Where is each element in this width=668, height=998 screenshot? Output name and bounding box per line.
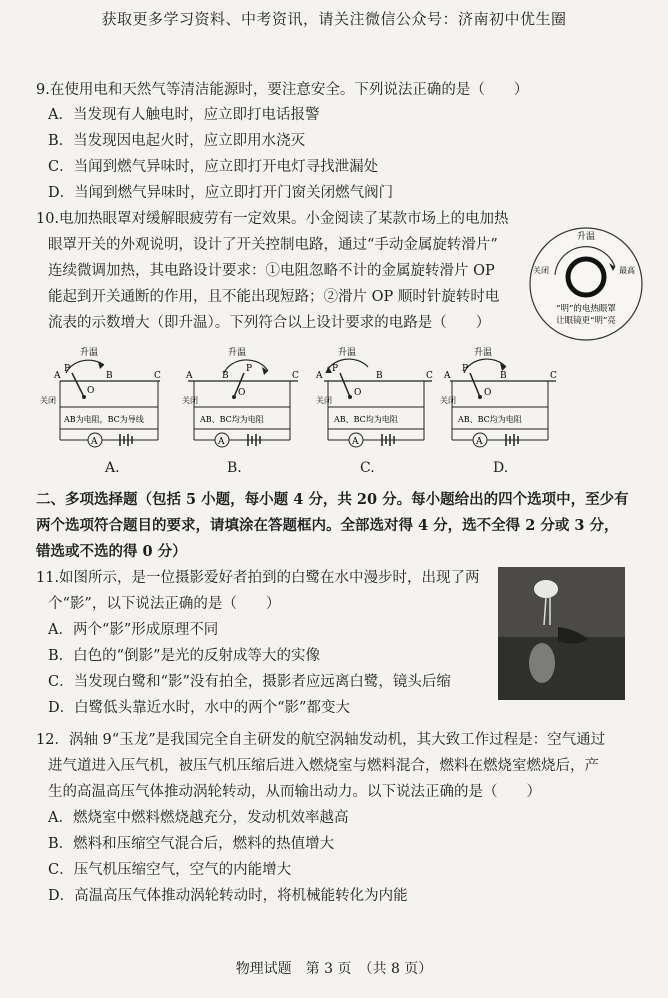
q11-option-b: B．白色的“倒影”是光的反射成等大的实像 [48,648,320,664]
q12-stem-2: 进气道进入压气机，被压气机压缩后进入燃烧室与燃料混合，燃料在燃烧室燃烧后，产 [48,758,599,774]
svg-text:O: O [87,386,95,396]
svg-text:A: A [316,371,323,381]
svg-text:P: P [246,364,253,374]
svg-text:B: B [222,371,229,381]
svg-text:A: A [54,371,61,381]
svg-text:B: B [500,371,507,381]
svg-text:升温: 升温 [228,348,247,358]
q9-option-a: A．当发现有人触电时，应立即打电话报警 [48,107,320,123]
page-footer: 物理试题 第 3 页 （共 8 页） [235,961,433,977]
svg-text:AB、BC均为电阻: AB、BC均为电阻 [458,415,522,424]
egret-photo [498,567,625,700]
knob-left-label: 关闭 [533,266,549,275]
section2-line-1: 二、多项选择题（包括 5 小题，每小题 4 分，共 20 分。每小题给出的四个选项中，至少有 [36,491,629,508]
q11-stem-2: 个“影”，以下说法正确的是（ ） [48,596,281,612]
q12-stem-1: 12．涡轴 9“玉龙”是我国完全自主研发的航空涡轴发动机，其大致工作过程是：空气通过 [36,732,606,748]
knob-caption-1: “明”的电热眼罩 [556,304,616,314]
svg-text:A: A [186,371,193,381]
svg-text:B: B [376,371,383,381]
q11-option-a: A．两个“影”形成原理不同 [48,622,219,638]
q11-option-d: D．白鹭低头靠近水时，水中的两个“影”都变大 [48,700,350,716]
q12-option-a: A．燃烧室中燃料燃烧越充分，发动机效率越高 [48,810,349,826]
egret-reflection [529,643,555,683]
svg-text:C: C [292,371,299,381]
q12-option-b: B．燃料和压缩空气混合后，燃料的热值增大 [48,836,335,852]
circuit-c [316,345,434,455]
svg-text:升温: 升温 [474,348,493,358]
q9-option-b: B．当发现因电起火时，应立即用水浇灭 [48,133,306,149]
circuit-b-label: B. [227,460,242,476]
svg-text:关闭: 关闭 [316,396,332,405]
svg-text:C: C [426,371,433,381]
q11-stem-1: 11.如图所示，是一位摄影爱好者拍到的白鹭在水中漫步时，出现了两 [36,570,480,586]
q10-line-5: 流表的示数增大（即升温）。下列符合以上设计要求的电路是（ ） [48,315,491,331]
svg-text:C: C [154,371,161,381]
q9-option-d: D．当闻到燃气异味时，应立即打开门窗关闭燃气阀门 [48,185,394,201]
q9-stem: 9.在使用电和天然气等清洁能源时，要注意安全。下列说法正确的是（ ） [36,82,529,98]
svg-text:关闭: 关闭 [40,396,56,405]
svg-text:A: A [352,437,359,447]
section2-line-3: 错选或不选的得 0 分） [36,543,187,560]
svg-text:O: O [354,388,362,398]
circuit-a-label: A. [105,460,120,476]
egret-body [534,580,558,598]
section2-line-2: 两个选项符合题目的要求，请填涂在答题框内。全部选对得 4 分，选不全得 2 分或 3 分， [36,517,619,534]
circuit-b [182,345,300,455]
circuit-a [40,345,161,455]
q12-option-d: D．高温高压气体推动涡轮转动时，将机械能转化为内能 [48,888,408,904]
svg-text:关闭: 关闭 [440,396,456,405]
circuit-c-label: C. [360,460,375,476]
q10-line-1: 10.电加热眼罩对缓解眼疲劳有一定效果。小金阅读了某款市场上的电加热 [36,211,509,227]
q10-line-3: 连续微调加热，其电路设计要求：①电阻忽略不计的金属旋转滑片 OP [48,263,495,279]
svg-text:C: C [550,371,557,381]
svg-text:A: A [476,437,483,447]
svg-text:O: O [484,388,492,398]
svg-text:升温: 升温 [338,348,357,358]
svg-text:P: P [64,364,71,374]
svg-text:A: A [444,371,451,381]
svg-text:A: A [91,437,98,447]
svg-text:P: P [462,364,469,374]
svg-text:B: B [106,371,113,381]
svg-text:A: A [218,437,225,447]
circuit-d [440,345,558,455]
knob-caption-2: 让眼镜更“明”亮 [556,316,616,326]
q10-line-2: 眼罩开关的外观说明，设计了开关控制电路，通过“手动金属旋转滑片” [48,237,498,253]
svg-text:AB、BC均为电阻: AB、BC均为电阻 [334,415,398,424]
q9-option-c: C．当闻到燃气异味时，应立即打开电灯寻找泄漏处 [48,159,379,175]
page-header: 获取更多学习资料、中考资讯，请关注微信公众号：济南初中优生圈 [101,10,567,28]
knob-top-label: 升温 [576,232,596,242]
q12-stem-3: 生的高温高压气体推动涡轮转动，从而输出动力。以下说法正确的是（ ） [48,784,541,800]
q12-option-c: C．压气机压缩空气，空气的内能增大 [48,862,292,878]
svg-text:关闭: 关闭 [182,396,198,405]
svg-text:P: P [332,364,339,374]
knob-right-label: 最高 [619,266,635,275]
svg-text:AB为电阻，BC为导线: AB为电阻，BC为导线 [64,415,144,424]
knob-figure [527,225,645,343]
q11-option-c: C．当发现白鹭和“影”没有拍全，摄影者应远离白鹭，镜头后缩 [48,674,451,690]
q10-line-4: 能起到开关通断的作用，且不能出现短路；②滑片 OP 顺时针旋转时电 [48,289,500,305]
svg-text:AB、BC均为电阻: AB、BC均为电阻 [200,415,264,424]
svg-text:O: O [238,388,246,398]
svg-text:升温: 升温 [80,348,99,358]
circuit-d-label: D. [493,460,509,476]
